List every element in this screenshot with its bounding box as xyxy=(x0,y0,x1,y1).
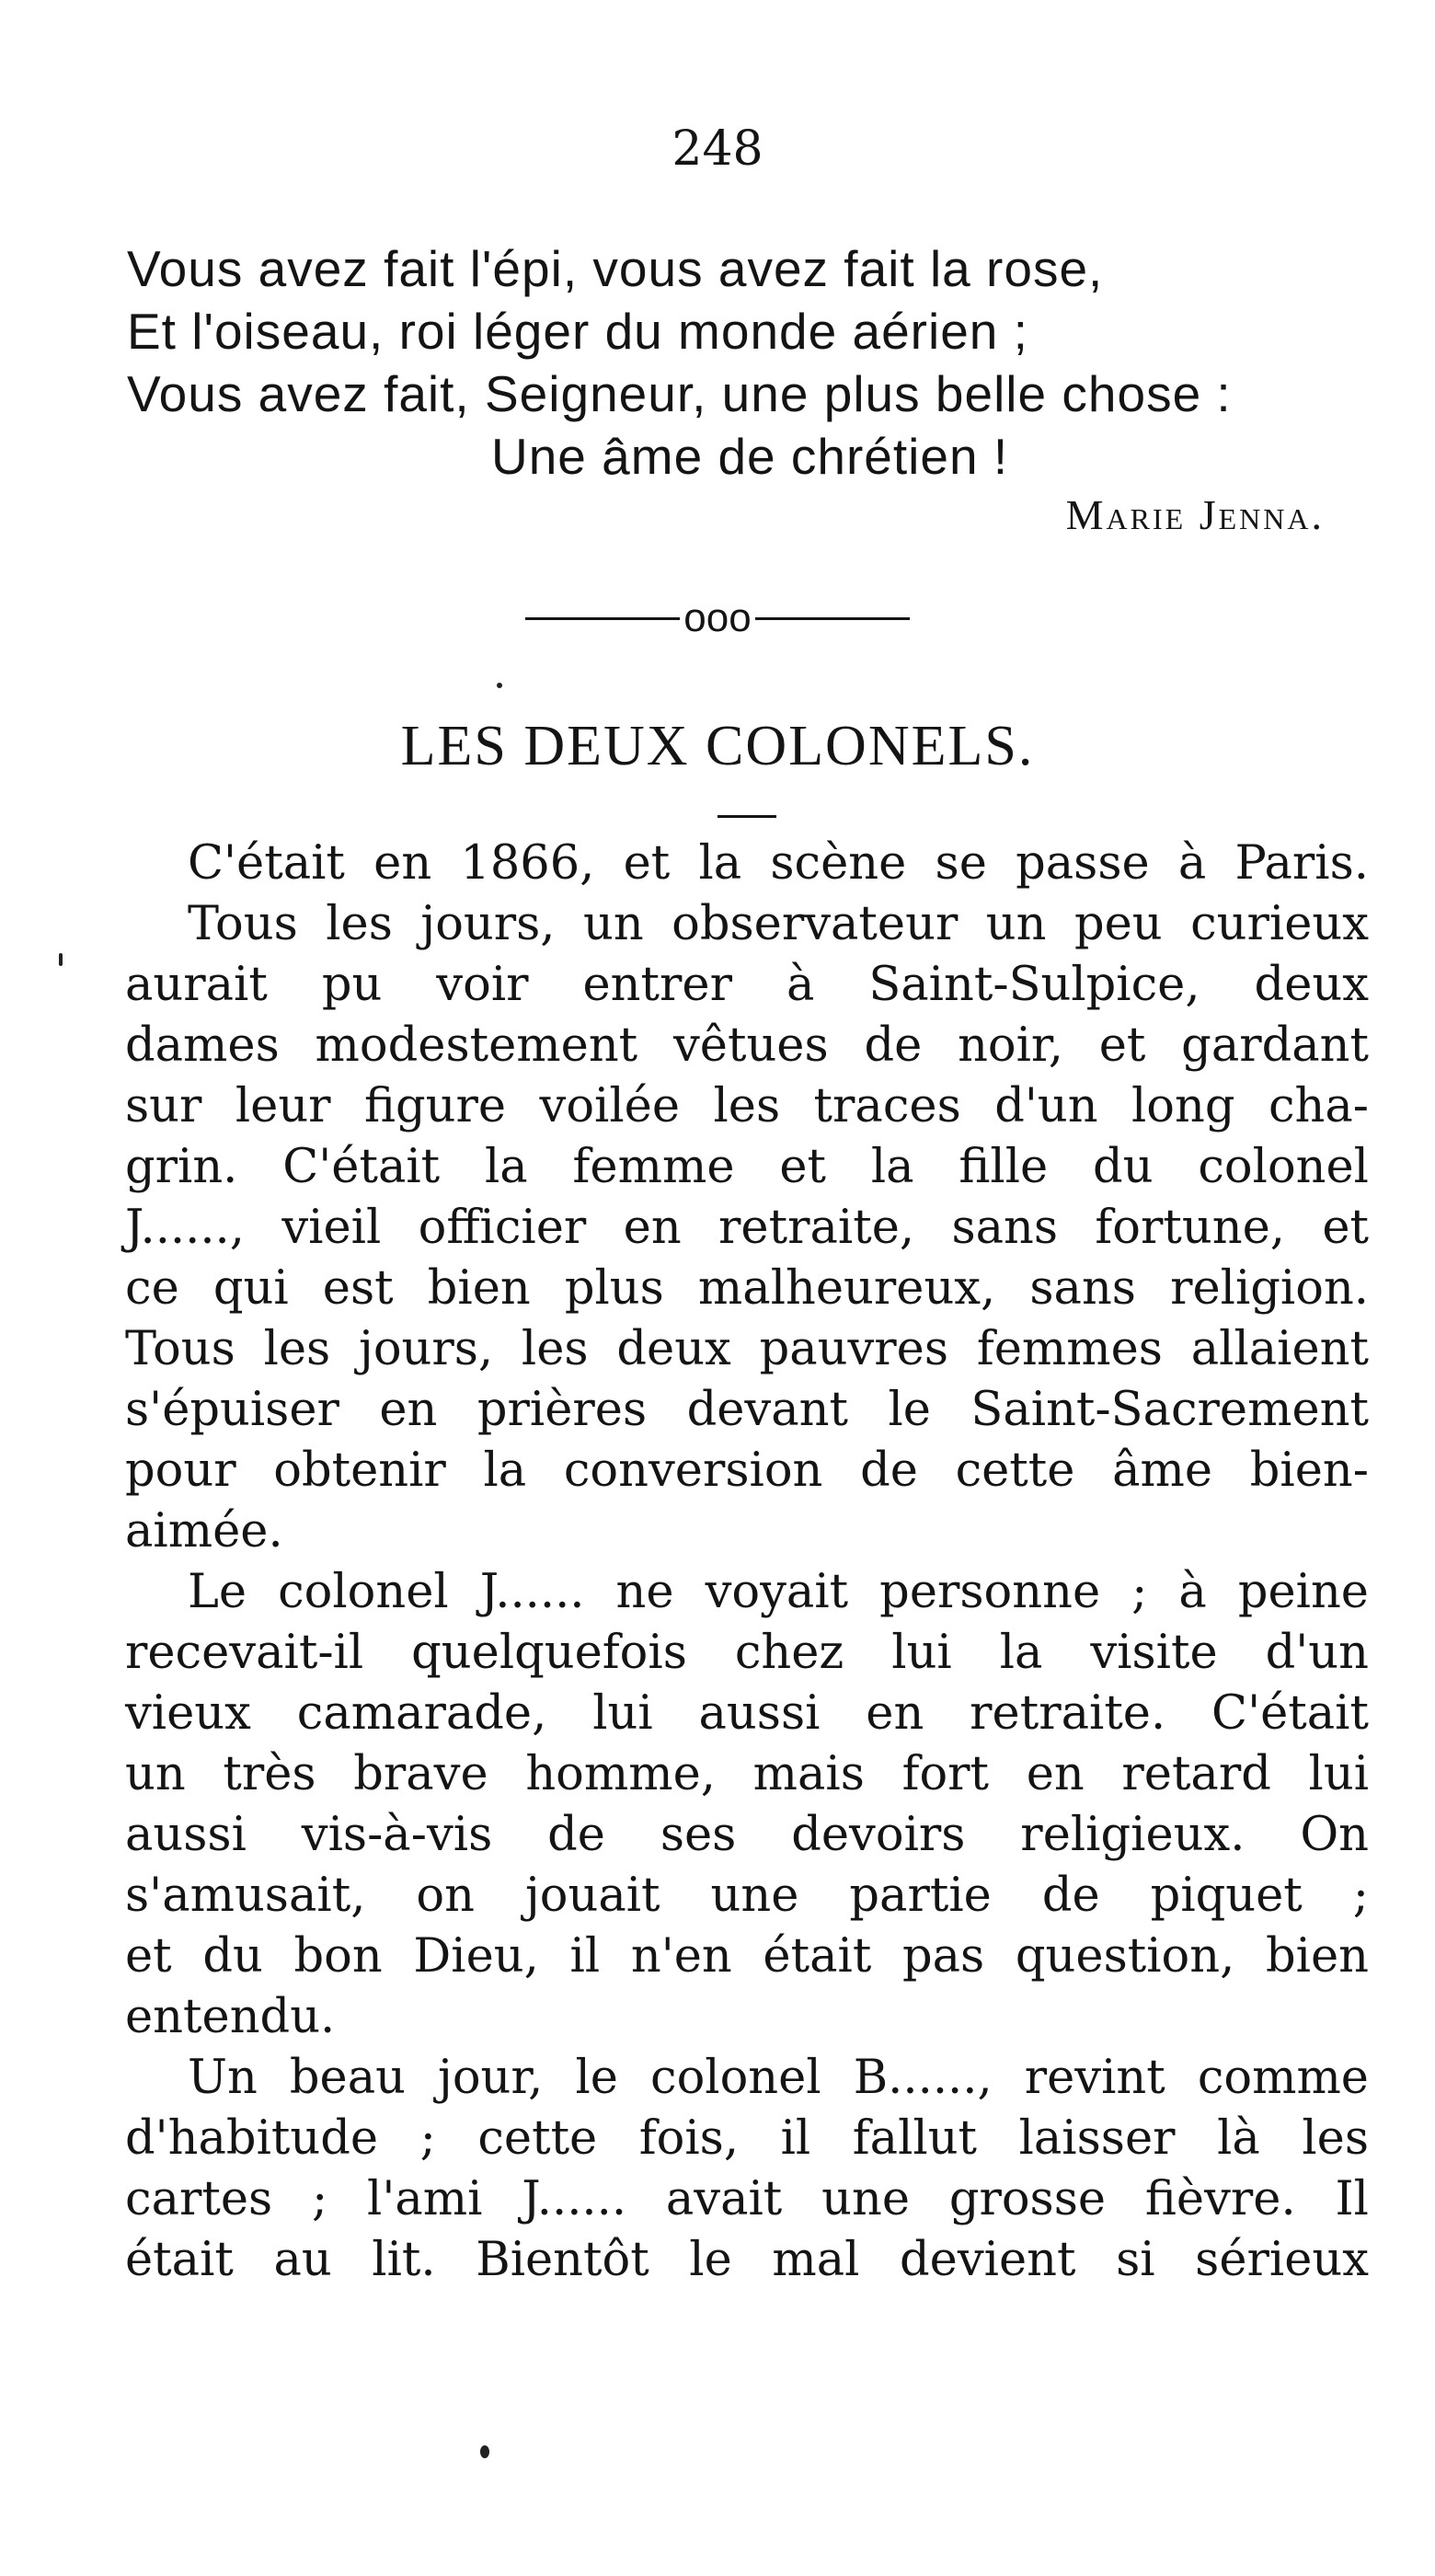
print-speck xyxy=(480,2445,489,2458)
poem-line: Vous avez fait l'épi, vous avez fait la rose, xyxy=(127,240,1104,297)
text-line: sur leur figure voilée les traces d'un long cha- xyxy=(125,1079,1369,1133)
text-line: Tous les jours, un observateur un peu curieux xyxy=(188,897,1369,951)
divider-ornament: ooo xyxy=(683,595,752,640)
text-line: s'épuiser en prières devant le Saint-Sacrement xyxy=(125,1383,1369,1437)
text-line: dames modestement vêtues de noir, et gardant xyxy=(125,1018,1369,1073)
text-line: était au lit. Bientôt le mal devient si sérieux xyxy=(125,2233,1369,2287)
text-line: C'était en 1866, et la scène se passe à Paris. xyxy=(188,836,1369,891)
text-line: vieux camarade, lui aussi en retraite. C'était xyxy=(125,1686,1369,1741)
text-line: J......, vieil officier en retraite, sans fortune, et xyxy=(125,1201,1369,1255)
text-line: aimée. xyxy=(125,1504,283,1558)
body-text xyxy=(125,834,1369,2291)
title-rule xyxy=(718,815,776,818)
text-line: aussi vis-à-vis de ses devoirs religieux. On xyxy=(125,1808,1369,1862)
divider-rule-right xyxy=(755,617,910,620)
text-line: cartes ; l'ami J...... avait une grosse fièvre. Il xyxy=(125,2172,1369,2226)
section-divider xyxy=(0,595,1435,640)
poem xyxy=(127,237,1378,488)
text-line: grin. C'était la femme et la fille du colonel xyxy=(125,1140,1369,1194)
text-line: un très brave homme, mais fort en retard lui xyxy=(125,1747,1369,1801)
chapter-title: LES DEUX COLONELS. xyxy=(400,715,1035,777)
print-speck xyxy=(59,953,63,966)
text-line: pour obtenir la conversion de cette âme bien- xyxy=(125,1443,1369,1498)
text-line: Un beau jour, le colonel B......, revint comme xyxy=(188,2051,1369,2105)
text-line: Tous les jours, les deux pauvres femmes allaient xyxy=(125,1322,1369,1376)
text-line: Le colonel J...... ne voyait personne ; à peine xyxy=(188,1565,1369,1619)
text-line: s'amusait, on jouait une partie de piquet ; xyxy=(125,1869,1369,1923)
page-number: 248 xyxy=(672,121,763,177)
poem-line: Vous avez fait, Seigneur, une plus belle chose : xyxy=(127,365,1232,422)
text-line: d'habitude ; cette fois, il fallut laisser là les xyxy=(125,2111,1369,2166)
text-line: et du bon Dieu, il n'en était pas question, bien xyxy=(125,1929,1369,1984)
text-line: entendu. xyxy=(125,1990,336,2044)
text-line: ce qui est bien plus malheureux, sans religion. xyxy=(125,1261,1369,1316)
text-line: aurait pu voir entrer à Saint-Sulpice, deux xyxy=(125,958,1369,1012)
poem-line: Et l'oiseau, roi léger du monde aérien ; xyxy=(127,303,1028,360)
poem-author: Marie Jenna. xyxy=(1065,491,1325,538)
text-line: recevait-il quelquefois chez lui la visite d'un xyxy=(125,1626,1369,1680)
divider-rule-left xyxy=(525,617,680,620)
poem-line: Une âme de chrétien ! xyxy=(491,428,1009,485)
print-speck xyxy=(497,683,502,688)
